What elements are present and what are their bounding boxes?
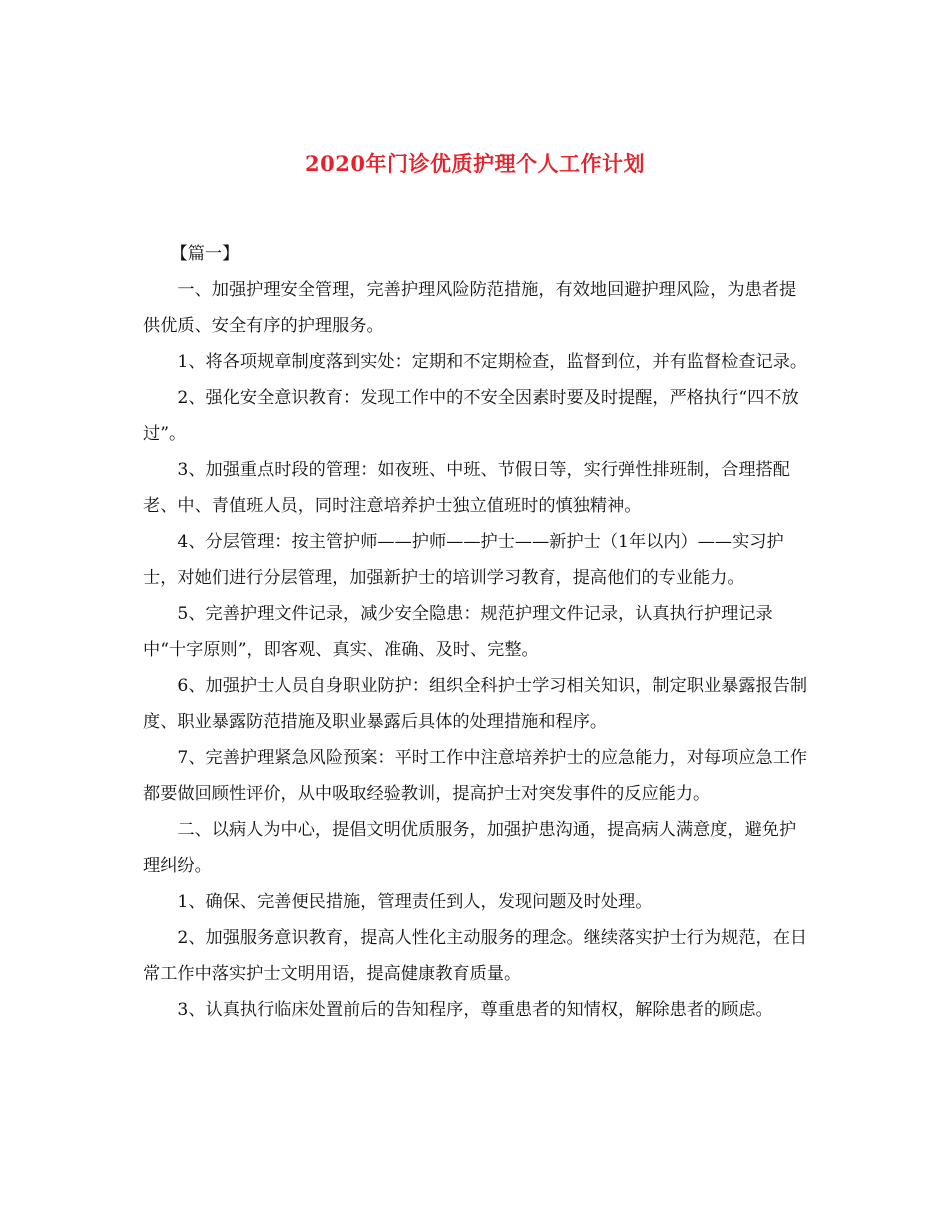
- paragraph: 一、加强护理安全管理，完善护理风险防范措施，有效地回避护理风险，为患者提供优质、安全有序的护理服务。: [143, 280, 797, 336]
- paragraph: 5、完善护理文件记录，减少安全隐患：规范护理文件记录，认真执行护理记录中“十字原则”，即客观、真实、准确、及时、完整。: [143, 604, 773, 660]
- paragraph: 4、分层管理：按主管护师——护师——护士——新护士（1年以内）——实习护士，对她们进行分层管理，加强新护士的培训学习教育，提高他们的专业能力。: [143, 532, 784, 588]
- document-body: [143, 236, 809, 1028]
- paragraph: 1、确保、完善便民措施，管理责任到人，发现问题及时处理。: [177, 892, 653, 912]
- paragraph: 二、以病人为中心，提倡文明优质服务，加强护患沟通，提高病人满意度，避免护理纠纷。: [143, 820, 797, 876]
- paragraph: 2、加强服务意识教育，提高人性化主动服务的理念。继续落实护士行为规范，在日常工作中落实护士文明用语，提高健康教育质量。: [143, 928, 808, 984]
- paragraph: 7、完善护理紧急风险预案：平时工作中注意培养护士的应急能力，对每项应急工作都要做回顾性评价，从中吸取经验教训，提高护士对突发事件的反应能力。: [143, 748, 808, 804]
- section-heading: 【篇一】: [170, 244, 240, 264]
- paragraph: 1、将各项规章制度落到实处：定期和不定期检查，监督到位，并有监督检查记录。: [177, 352, 808, 372]
- paragraph: 3、加强重点时段的管理：如夜班、中班、节假日等，实行弹性排班制，合理搭配老、中、青值班人员，同时注意培养护士独立值班时的慎独精神。: [143, 460, 790, 516]
- paragraph: 2、强化安全意识教育：发现工作中的不安全因素时要及时提醒，严格执行“四不放过”。: [143, 388, 799, 444]
- paragraph: 3、认真执行临床处置前后的告知程序，尊重患者的知情权，解除患者的顾虑。: [177, 1000, 773, 1020]
- paragraph: 6、加强护士人员自身职业防护：组织全科护士学习相关知识，制定职业暴露报告制度、职业暴露防范措施及职业暴露后具体的处理措施和程序。: [143, 676, 808, 732]
- document-title: 2020年门诊优质护理个人工作计划: [305, 151, 645, 176]
